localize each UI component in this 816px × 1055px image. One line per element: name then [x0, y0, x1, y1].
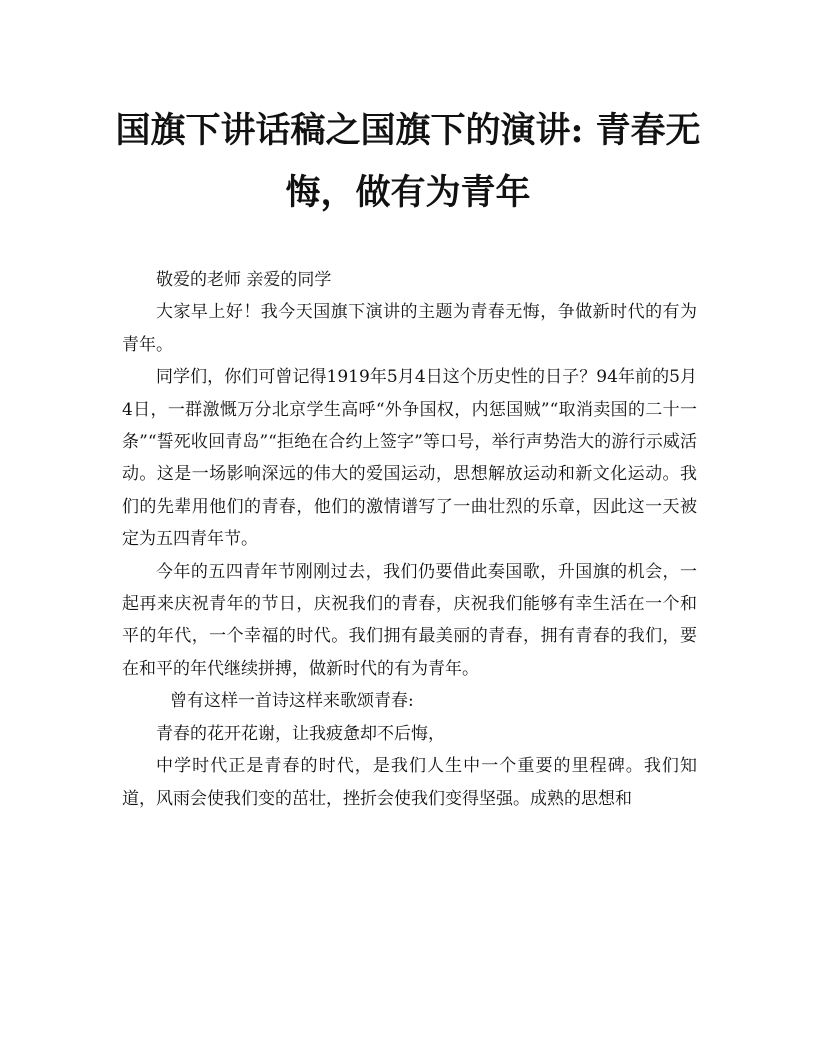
title-line-1: 国旗下讲话稿之国旗下的演讲: 青春无: [115, 110, 701, 151]
salutation: 敬爱的老师 亲爱的同学: [156, 270, 332, 290]
paragraph-poem-intro: 曾有这样一首诗这样来歌颂青春:: [170, 691, 414, 712]
document-body: [122, 264, 697, 815]
paragraph-greeting: 大家早上好！我今天国旗下演讲的主题为青春无悔，争做新时代的有为青年。: [122, 302, 697, 355]
paragraph-history: 同学们，你们可曾记得1919年5月4日这个历史性的日子？94年前的5月4日，一群激慨万分北京学生高呼“外争国权，内惩国贼”“取消卖国的二十一条”“誓死收回青岛”“拒绝在合约上签字”等口号，举行声势浩大的游行示威活动。这是一场影响深远的伟大的爱国运动，思想解放运动和新文化运动。我们的先辈用他们的青春，他们的激情谱写了一曲壮烈的乐章，因此这一天被定为五四青年节。: [122, 367, 697, 550]
paragraph-middle-school: 中学时代正是青春的时代，是我们人生中一个重要的里程碑。我们知道，风雨会使我们变的茁壮，挫折会使我们变得坚强。成熟的思想和: [122, 756, 697, 809]
paragraph-celebration: 今年的五四青年节刚刚过去，我们仍要借此奏国歌，升国旗的机会，一起再来庆祝青年的节日，庆祝我们的青春，庆祝我们能够有幸生活在一个和平的年代，一个幸福的时代。我们拥有最美丽的青春，拥有青春的我们，要在和平的年代继续拼搏，做新时代的有为青年。: [122, 561, 697, 679]
paragraph-poem-line: 青春的花开花谢，让我疲惫却不后悔，: [156, 723, 445, 744]
title-line-2: 悔，做有为青年: [285, 172, 531, 213]
document-title: [110, 100, 706, 224]
